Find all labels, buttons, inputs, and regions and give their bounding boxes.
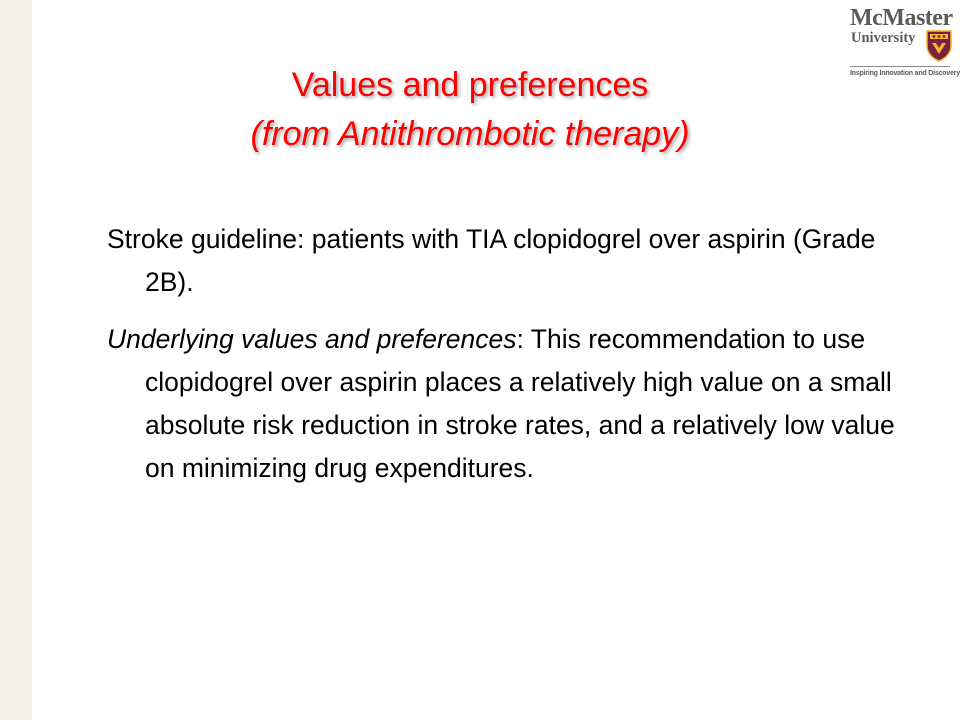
paragraph-rest: : This recommendation to use clopidogrel over aspirin places a relatively high value on a small absolute risk reduction in stroke rates, and a relatively low value on minimizing drug expenditures. [145,324,895,483]
paragraph-lead: Underlying values and preferences [107,324,517,354]
slide-subtitle: (from Antithrombotic therapy) [250,115,690,153]
side-band [0,0,32,720]
paragraph-values-preferences [107,318,897,490]
slide-body [107,218,897,490]
crest-icon [926,30,952,62]
paragraph-stroke-guideline: Stroke guideline: patients with TIA clopidogrel over aspirin (Grade 2B). [107,224,876,297]
logo-name: McMaster [850,5,953,31]
logo-university: University [851,30,916,46]
slide-title: Values and preferences [291,66,649,104]
mcmaster-logo [846,4,960,82]
logo-rule [850,66,950,67]
logo-tagline: Inspiring Innovation and Discovery [850,70,960,77]
